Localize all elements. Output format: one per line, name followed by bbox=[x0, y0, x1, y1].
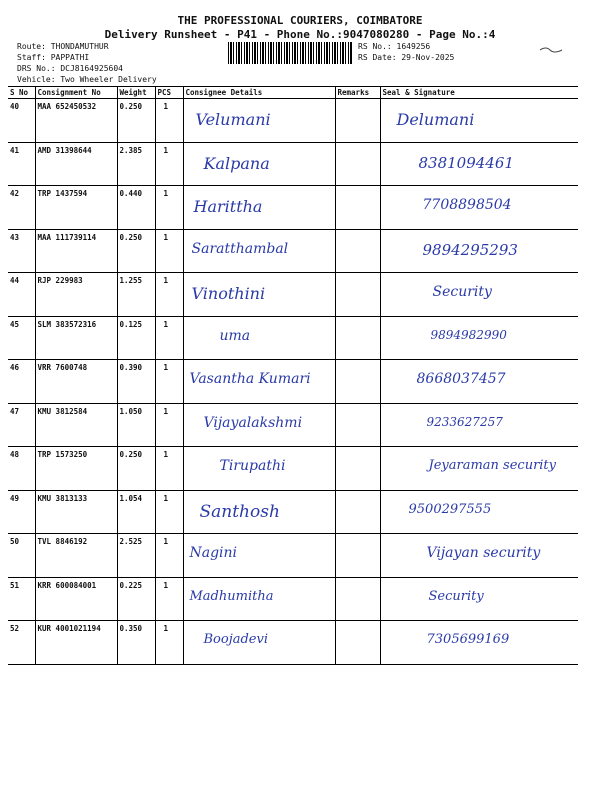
table-row bbox=[8, 403, 578, 447]
consignee-cell bbox=[183, 142, 335, 186]
seal-signature-cell bbox=[380, 99, 578, 143]
rs-number: RS No.: 1649256 bbox=[358, 42, 431, 51]
table-row bbox=[8, 142, 578, 186]
table-row bbox=[8, 621, 578, 665]
consignment-cell: SLM 383572316 bbox=[35, 316, 117, 360]
signature-handwriting: 8668037457 bbox=[416, 371, 506, 387]
remarks-cell bbox=[335, 577, 380, 621]
table-row bbox=[8, 273, 578, 317]
consignment-cell: MAA 652450532 bbox=[35, 99, 117, 143]
consignee-handwriting: Madhumitha bbox=[189, 588, 274, 604]
sno-cell: 43 bbox=[8, 229, 35, 273]
col-consignee: Consignee Details bbox=[183, 87, 335, 99]
consignee-handwriting: Harittha bbox=[193, 197, 263, 216]
consignee-cell bbox=[183, 186, 335, 230]
route-label: Route: THONDAMUTHUR bbox=[17, 42, 109, 51]
pcs-cell: 1 bbox=[155, 621, 183, 665]
consignee-cell bbox=[183, 490, 335, 534]
signature-handwriting: 9233627257 bbox=[426, 414, 503, 429]
company-title: THE PROFESSIONAL COURIERS, COIMBATORE bbox=[177, 14, 423, 27]
table-row bbox=[8, 229, 578, 273]
signature-handwriting: 8381094461 bbox=[418, 153, 514, 172]
pcs-cell: 1 bbox=[155, 229, 183, 273]
pcs-cell: 1 bbox=[155, 447, 183, 491]
remarks-cell bbox=[335, 403, 380, 447]
signature-handwriting: 9894982990 bbox=[430, 327, 507, 342]
weight-cell: 1.054 bbox=[117, 490, 155, 534]
sno-cell: 50 bbox=[8, 534, 35, 578]
consignee-handwriting: Boojadevi bbox=[203, 632, 269, 647]
sno-cell: 45 bbox=[8, 316, 35, 360]
seal-signature-cell bbox=[380, 316, 578, 360]
pcs-cell: 1 bbox=[155, 403, 183, 447]
pcs-cell: 1 bbox=[155, 316, 183, 360]
pcs-cell: 1 bbox=[155, 186, 183, 230]
seal-signature-cell bbox=[380, 621, 578, 665]
remarks-cell bbox=[335, 186, 380, 230]
sno-cell: 51 bbox=[8, 577, 35, 621]
sno-cell: 41 bbox=[8, 142, 35, 186]
weight-cell: 0.250 bbox=[117, 99, 155, 143]
pcs-cell: 1 bbox=[155, 577, 183, 621]
seal-signature-cell bbox=[380, 360, 578, 404]
col-sno: S No bbox=[8, 87, 35, 99]
barcode bbox=[228, 42, 352, 64]
remarks-cell bbox=[335, 229, 380, 273]
sno-cell: 49 bbox=[8, 490, 35, 534]
seal-signature-cell bbox=[380, 273, 578, 317]
pcs-cell: 1 bbox=[155, 99, 183, 143]
weight-cell: 0.390 bbox=[117, 360, 155, 404]
seal-signature-cell bbox=[380, 577, 578, 621]
consignment-cell: MAA 111739114 bbox=[35, 229, 117, 273]
remarks-cell bbox=[335, 621, 380, 665]
seal-signature-cell bbox=[380, 403, 578, 447]
seal-signature-cell bbox=[380, 447, 578, 491]
remarks-cell bbox=[335, 490, 380, 534]
col-consignment: Consignment No bbox=[35, 87, 117, 99]
signature-handwriting: 7305699169 bbox=[426, 632, 510, 647]
consignee-handwriting: Velumani bbox=[195, 110, 271, 129]
signature-handwriting: 9500297555 bbox=[408, 501, 492, 517]
consignee-handwriting: uma bbox=[219, 327, 251, 344]
consignee-cell bbox=[183, 316, 335, 360]
consignee-handwriting: Santhosh bbox=[199, 501, 280, 522]
weight-cell: 0.350 bbox=[117, 621, 155, 665]
signature-handwriting: 7708898504 bbox=[422, 197, 512, 213]
weight-cell: 0.250 bbox=[117, 229, 155, 273]
consignee-cell bbox=[183, 99, 335, 143]
consignee-cell bbox=[183, 621, 335, 665]
consignee-cell bbox=[183, 403, 335, 447]
sno-cell: 47 bbox=[8, 403, 35, 447]
sno-cell: 40 bbox=[8, 99, 35, 143]
consignee-handwriting: Tirupathi bbox=[219, 458, 286, 474]
seal-signature-cell bbox=[380, 490, 578, 534]
weight-cell: 0.250 bbox=[117, 447, 155, 491]
seal-signature-cell bbox=[380, 229, 578, 273]
sno-cell: 46 bbox=[8, 360, 35, 404]
consignee-cell bbox=[183, 360, 335, 404]
signature-handwriting: Vijayan security bbox=[426, 545, 541, 561]
consignment-cell: AMD 31398644 bbox=[35, 142, 117, 186]
col-seal-signature: Seal & Signature bbox=[380, 87, 578, 99]
sno-cell: 42 bbox=[8, 186, 35, 230]
consignment-cell: VRR 7600748 bbox=[35, 360, 117, 404]
consignee-cell bbox=[183, 273, 335, 317]
signature-handwriting: Jeyaraman security bbox=[428, 458, 557, 473]
drs-label: DRS No.: DCJ8164925604 bbox=[17, 64, 123, 73]
consignment-cell: TRP 1573250 bbox=[35, 447, 117, 491]
consignee-cell bbox=[183, 447, 335, 491]
consignee-handwriting: Vijayalakshmi bbox=[203, 414, 303, 431]
pcs-cell: 1 bbox=[155, 273, 183, 317]
consignee-cell bbox=[183, 577, 335, 621]
consignment-cell: TVL 8846192 bbox=[35, 534, 117, 578]
sno-cell: 52 bbox=[8, 621, 35, 665]
consignee-handwriting: Saratthambal bbox=[191, 240, 289, 257]
remarks-cell bbox=[335, 99, 380, 143]
table-row bbox=[8, 490, 578, 534]
pcs-cell: 1 bbox=[155, 490, 183, 534]
remarks-cell bbox=[335, 360, 380, 404]
weight-cell: 0.225 bbox=[117, 577, 155, 621]
weight-cell: 1.255 bbox=[117, 273, 155, 317]
table-row bbox=[8, 447, 578, 491]
margin-scribble bbox=[538, 44, 566, 56]
col-remarks: Remarks bbox=[335, 87, 380, 99]
sno-cell: 48 bbox=[8, 447, 35, 491]
rs-date: RS Date: 29-Nov-2025 bbox=[358, 53, 455, 62]
seal-signature-cell bbox=[380, 534, 578, 578]
consignee-handwriting: Kalpana bbox=[203, 153, 270, 173]
consignee-handwriting: Vasantha Kumari bbox=[189, 371, 311, 387]
consignment-cell: RJP 229983 bbox=[35, 273, 117, 317]
signature-handwriting: Security bbox=[428, 588, 484, 604]
table-row bbox=[8, 534, 578, 578]
seal-signature-cell bbox=[380, 142, 578, 186]
weight-cell: 2.385 bbox=[117, 142, 155, 186]
consignment-cell: KRR 600084001 bbox=[35, 577, 117, 621]
pcs-cell: 1 bbox=[155, 360, 183, 404]
consignment-cell: KMU 3813133 bbox=[35, 490, 117, 534]
table-row bbox=[8, 186, 578, 230]
consignee-cell bbox=[183, 229, 335, 273]
consignee-handwriting: Nagini bbox=[189, 545, 238, 561]
remarks-cell bbox=[335, 316, 380, 360]
signature-handwriting: Security bbox=[432, 284, 492, 300]
signature-handwriting: 9894295293 bbox=[422, 240, 518, 259]
col-weight: Weight bbox=[117, 87, 155, 99]
runsheet-subtitle: Delivery Runsheet - P41 - Phone No.:9047080280 - Page No.:4 bbox=[104, 28, 496, 41]
weight-cell: 2.525 bbox=[117, 534, 155, 578]
vehicle-label: Vehicle: Two Wheeler Delivery bbox=[17, 75, 157, 84]
consignment-cell: KMU 3812584 bbox=[35, 403, 117, 447]
remarks-cell bbox=[335, 447, 380, 491]
table-row bbox=[8, 577, 578, 621]
consignment-cell: KUR 4001021194 bbox=[35, 621, 117, 665]
remarks-cell bbox=[335, 273, 380, 317]
remarks-cell bbox=[335, 142, 380, 186]
table-row bbox=[8, 316, 578, 360]
weight-cell: 0.125 bbox=[117, 316, 155, 360]
col-pcs: PCS bbox=[155, 87, 183, 99]
table-row bbox=[8, 99, 578, 143]
pcs-cell: 1 bbox=[155, 142, 183, 186]
consignment-cell: TRP 1437594 bbox=[35, 186, 117, 230]
runsheet-table bbox=[8, 86, 578, 665]
weight-cell: 1.050 bbox=[117, 403, 155, 447]
weight-cell: 0.440 bbox=[117, 186, 155, 230]
sno-cell: 44 bbox=[8, 273, 35, 317]
table-header-row bbox=[8, 87, 578, 99]
consignee-cell bbox=[183, 534, 335, 578]
staff-label: Staff: PAPPATHI bbox=[17, 53, 90, 62]
remarks-cell bbox=[335, 534, 380, 578]
seal-signature-cell bbox=[380, 186, 578, 230]
consignee-handwriting: Vinothini bbox=[191, 284, 266, 303]
table-row bbox=[8, 360, 578, 404]
pcs-cell: 1 bbox=[155, 534, 183, 578]
signature-handwriting: Delumani bbox=[396, 110, 475, 129]
